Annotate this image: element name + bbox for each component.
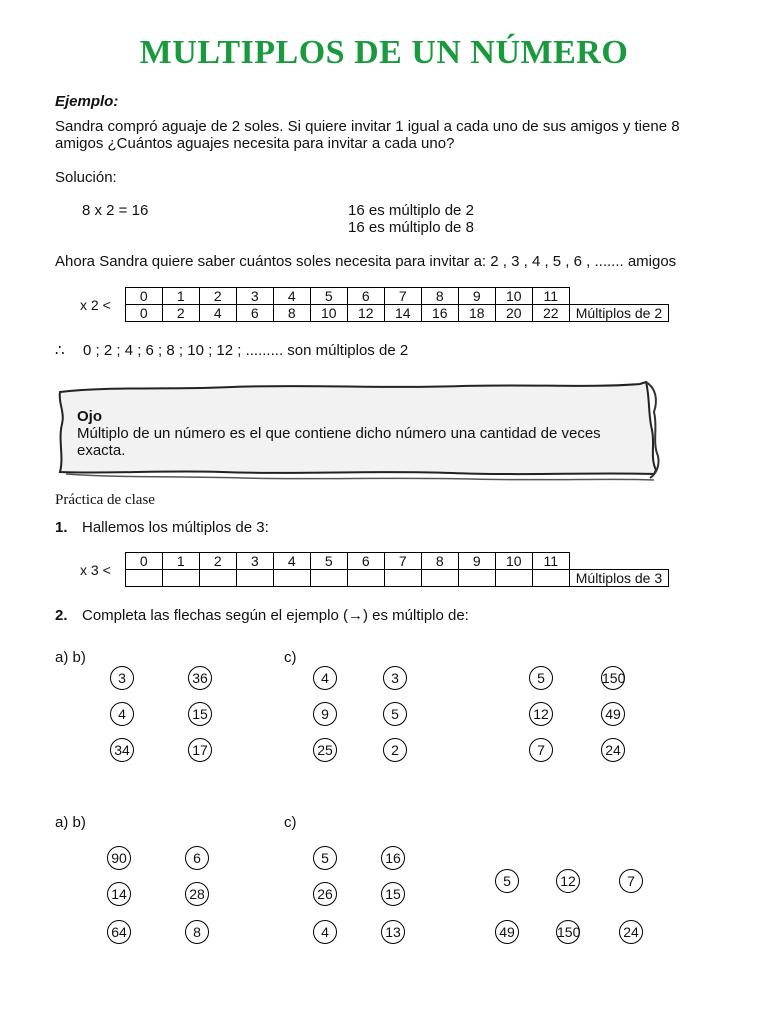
table-cell: 18	[458, 305, 495, 322]
note-line1: Múltiplo de un número es el que contiene dicho número una cantidad de veces	[77, 425, 601, 442]
number-circle[interactable]: 64	[107, 920, 131, 944]
number-circle[interactable]: 90	[107, 846, 131, 870]
table-cell: 22	[532, 305, 569, 322]
question-1-text: Hallemos los múltiplos de 3:	[82, 519, 269, 536]
table-cell-empty[interactable]	[162, 570, 199, 587]
number-circle[interactable]: 7	[619, 869, 643, 893]
table-cell: 7	[384, 288, 421, 305]
table-cell: 8	[421, 553, 458, 570]
number-circle[interactable]: 15	[381, 882, 405, 906]
table-row	[80, 570, 669, 587]
table-blank	[569, 553, 668, 570]
now-line: Ahora Sandra quiere saber cuántos soles necesita para invitar a: 2 , 3 , 4 , 5 , 6 , ....... amigos	[55, 253, 677, 270]
table-cell: 2	[199, 553, 236, 570]
note-line2: exacta.	[77, 442, 126, 459]
table-cell: 11	[532, 553, 569, 570]
table-cell-empty[interactable]	[421, 570, 458, 587]
table-cell: 9	[458, 553, 495, 570]
solution-result1: 16 es múltiplo de 2	[348, 202, 474, 219]
number-circle[interactable]: 14	[107, 882, 131, 906]
number-circle[interactable]: 13	[381, 920, 405, 944]
table-cell: 14	[384, 305, 421, 322]
number-circle[interactable]: 5	[313, 846, 337, 870]
number-circle[interactable]: 9	[313, 702, 337, 726]
example-text-line1: Sandra compró aguaje de 2 soles. Si quiere invitar 1 igual a cada uno de sus amigos y tiene 8	[55, 118, 680, 135]
table-cell: 16	[421, 305, 458, 322]
multiples-label: Múltiplos de 2	[569, 305, 668, 322]
table-cell: 8	[421, 288, 458, 305]
table-cell: 0	[125, 305, 162, 322]
solution-equation: 8 x 2 = 16	[82, 202, 149, 219]
table-blank	[569, 288, 668, 305]
number-circle[interactable]: 26	[313, 882, 337, 906]
question-2-text: Completa las flechas según el ejemplo (→) es múltiplo de:	[82, 607, 469, 624]
table-cell: 4	[273, 288, 310, 305]
table-row	[80, 553, 669, 570]
number-circle[interactable]: 6	[185, 846, 209, 870]
table-cell: 1	[162, 553, 199, 570]
number-circle[interactable]: 5	[495, 869, 519, 893]
number-circle[interactable]: 16	[381, 846, 405, 870]
number-circle[interactable]: 24	[619, 920, 643, 944]
table-cell: 5	[310, 288, 347, 305]
number-circle[interactable]: 5	[383, 702, 407, 726]
number-circle[interactable]: 17	[188, 738, 212, 762]
note-heading: Ojo	[77, 408, 102, 425]
table-cell: 0	[125, 553, 162, 570]
table-label: x 2 <	[80, 296, 111, 313]
number-circle[interactable]: 150	[601, 666, 625, 690]
table-cell: 1	[162, 288, 199, 305]
number-circle[interactable]: 150	[556, 920, 580, 944]
number-circle[interactable]: 4	[110, 702, 134, 726]
number-circle[interactable]: 4	[313, 920, 337, 944]
table-cell: 6	[236, 305, 273, 322]
table-cell: 10	[495, 288, 532, 305]
therefore-text: 0 ; 2 ; 4 ; 6 ; 8 ; 10 ; 12 ; ......... son múltiplos de 2	[83, 342, 409, 359]
number-circle[interactable]: 3	[110, 666, 134, 690]
table-cell-empty[interactable]	[273, 570, 310, 587]
number-circle[interactable]: 34	[110, 738, 134, 762]
table-cell: 0	[125, 288, 162, 305]
number-circle[interactable]: 49	[495, 920, 519, 944]
set2-label-c: c)	[284, 814, 297, 831]
page-title: MULTIPLOS DE UN NÚMERO	[139, 34, 629, 71]
solution-label: Solución:	[55, 169, 117, 186]
table-row	[80, 305, 669, 322]
number-circle[interactable]: 28	[185, 882, 209, 906]
table-cell: 12	[347, 305, 384, 322]
question-1-number: 1.	[55, 519, 68, 536]
table-cell-empty[interactable]	[458, 570, 495, 587]
table-cell-empty[interactable]	[532, 570, 569, 587]
number-circle[interactable]: 3	[383, 666, 407, 690]
number-circle[interactable]: 8	[185, 920, 209, 944]
solution-result2: 16 es múltiplo de 8	[348, 219, 474, 236]
table-cell-empty[interactable]	[199, 570, 236, 587]
table-cell: 6	[347, 553, 384, 570]
table-label: x 3 <	[80, 561, 111, 578]
table-cell-empty[interactable]	[236, 570, 273, 587]
table-cell: 20	[495, 305, 532, 322]
table-cell: 8	[273, 305, 310, 322]
table-cell: 7	[384, 553, 421, 570]
number-circle[interactable]: 12	[556, 869, 580, 893]
table-cell-empty[interactable]	[495, 570, 532, 587]
example-text-line2: amigos ¿Cuántos aguajes necesita para invitar a cada uno?	[55, 135, 455, 152]
table-cell: 3	[236, 553, 273, 570]
number-circle[interactable]: 36	[188, 666, 212, 690]
table-cell: 4	[199, 305, 236, 322]
table-cell-empty[interactable]	[384, 570, 421, 587]
table-cell: 2	[199, 288, 236, 305]
table-cell-empty[interactable]	[310, 570, 347, 587]
number-circle[interactable]: 25	[313, 738, 337, 762]
table-cell: 3	[236, 288, 273, 305]
number-circle[interactable]: 2	[383, 738, 407, 762]
table-cell: 5	[310, 553, 347, 570]
number-circle[interactable]: 12	[529, 702, 553, 726]
number-circle[interactable]: 4	[313, 666, 337, 690]
table-cell-empty[interactable]	[347, 570, 384, 587]
table-cell: 11	[532, 288, 569, 305]
table-cell: 10	[310, 305, 347, 322]
table-cell: 2	[162, 305, 199, 322]
multiples-of-3-table	[80, 552, 669, 587]
number-circle[interactable]: 49	[601, 702, 625, 726]
therefore-symbol: ∴	[55, 342, 65, 359]
example-heading: Ejemplo:	[55, 93, 119, 110]
question-2-number: 2.	[55, 607, 68, 624]
multiples-label: Múltiplos de 3	[569, 570, 668, 587]
set2-label-ab: a) b)	[55, 814, 86, 831]
set1-label-c: c)	[284, 649, 297, 666]
number-circle[interactable]: 5	[529, 666, 553, 690]
number-circle[interactable]: 24	[601, 738, 625, 762]
table-cell: 10	[495, 553, 532, 570]
table-cell: 9	[458, 288, 495, 305]
set1-label-ab: a) b)	[55, 649, 86, 666]
table-row	[80, 288, 669, 305]
multiples-of-2-table	[80, 287, 669, 322]
practice-heading: Práctica de clase	[55, 492, 155, 508]
table-cell: 4	[273, 553, 310, 570]
number-circle[interactable]: 15	[188, 702, 212, 726]
number-circle[interactable]: 7	[529, 738, 553, 762]
table-cell-empty[interactable]	[125, 570, 162, 587]
table-cell: 6	[347, 288, 384, 305]
